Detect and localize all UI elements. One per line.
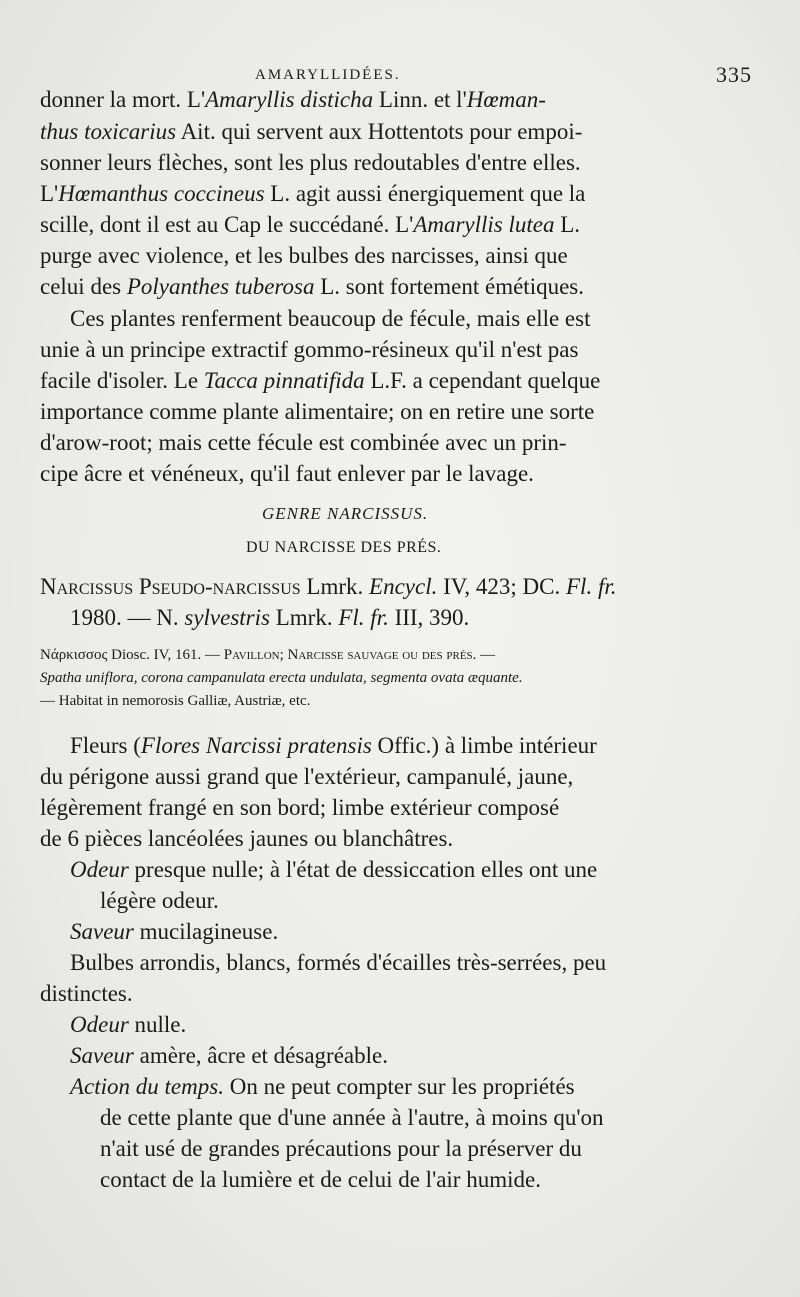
italic-text: Polyanthes tuberosa [126,274,315,299]
text-span: distinctes. [40,981,133,1006]
text-span: de 6 pièces lancéolées jaunes ou blanchâtres. [40,826,454,851]
text-line [40,338,578,361]
text-span: celui des [40,274,127,299]
text-span: amère, âcre et désagréable. [133,1043,388,1068]
small-caps-text: Pavillon; Narcisse sauvage ou des prés. [223,647,477,663]
text-line [40,275,584,298]
text-line [40,244,568,267]
text-span: presque nulle; à l'état de dessiccation elles ont une [128,857,598,882]
text-span: On ne peut compter sur les propriétés [223,1074,575,1099]
italic-text: Encycl. [369,574,438,599]
text-span: Νάρκισσος Diosc. IV, 161. — [40,647,224,663]
text-line [70,920,278,943]
text-span: contact de la lumière et de celui de l'air humide. [100,1167,541,1192]
text-span: — [476,647,496,663]
italic-text: Tacca pinnatifida [203,368,365,393]
text-span: cipe âcre et vénéneux, qu'il faut enlever par le lavage. [40,461,534,486]
text-line [40,369,600,392]
text-span: — Habitat in nemorosis Galliæ, Austriæ, etc. [40,693,311,709]
italic-text: Amaryllis lutea [413,212,555,237]
text-line [70,1075,575,1098]
italic-text: Hœman- [466,87,546,112]
text-line [262,505,428,522]
text-span: 1980. — N. [70,605,185,630]
italic-text: Fl. fr. [566,574,617,599]
text-span: donner la mort. L' [40,87,206,112]
text-span: L. agit aussi énergiquement que la [264,181,586,206]
text-line [100,1168,541,1191]
text-span: III, 390. [388,605,470,630]
text-span: scille, dont il est au Cap le succédané. L' [40,212,414,237]
small-caps-text: Narcissus Pseudo-narcissus [40,574,301,599]
text-line [40,982,133,1005]
text-span: Linn. et l' [373,87,467,112]
text-line [70,307,590,330]
running-header: AMARYLLIDÉES. [255,67,401,83]
text-line [100,889,219,912]
text-span: Ait. qui servent aux Hottentots pour empoi- [176,119,583,144]
text-span: Offic.) à limbe intérieur [371,733,597,758]
text-span: Lmrk. [269,605,339,630]
italic-text: Flores Narcissi pratensis [140,733,372,758]
italic-text: Odeur [70,1012,129,1037]
text-span: GENRE NARCISSUS. [262,504,429,523]
text-span: L. sont fortement émétiques. [314,274,584,299]
italic-text: Saveur [70,919,134,944]
text-line [40,88,546,111]
text-span: légère odeur. [100,888,219,913]
italic-text: Saveur [70,1043,134,1068]
text-span: du périgone aussi grand que l'extérieur, campanulé, jaune, [40,764,574,789]
italic-text: sylvestris [184,605,270,630]
text-span: de cette plante que d'une année à l'autre, à moins qu'on [100,1105,604,1130]
text-line [40,827,453,850]
italic-text: Spatha uniflora, corona campanulata erecta undulata, segmenta ovata æquante. [40,670,523,686]
text-span: DU NARCISSE DES PRÉS. [246,539,442,556]
text-line [40,182,585,205]
text-span: L. [554,212,581,237]
text-span: facile d'isoler. Le [40,368,204,393]
text-span: d'arow-root; mais cette fécule est combinée avec un prin- [40,430,567,455]
text-span: Lmrk. [300,574,370,599]
page-number: 335 [716,62,752,87]
text-line [40,431,567,454]
text-line [40,765,573,788]
text-span: n'ait usé de grandes précautions pour la préserver du [100,1136,582,1161]
text-line [70,858,597,881]
text-line [246,540,441,556]
text-span: importance comme plante alimentaire; on en retire une sorte [40,399,595,424]
text-span: nulle. [128,1012,187,1037]
text-span: mucilagineuse. [133,919,279,944]
text-line [70,951,606,974]
text-line [70,1044,388,1067]
text-line [70,606,469,629]
italic-text: Hœmanthus coccineus [58,181,265,206]
text-line [100,1106,604,1129]
text-span: sonner leurs flèches, sont les plus redoutables d'entre elles. [40,150,581,175]
text-span: purge avec violence, et les bulbes des narcisses, ainsi que [40,243,568,268]
italic-text: Action du temps. [70,1074,224,1099]
text-line [40,796,559,819]
italic-text: Odeur [70,857,129,882]
text-line [70,734,597,757]
text-line [40,694,310,709]
text-span: légèrement frangé en son bord; limbe extérieur composé [40,795,560,820]
italic-text: Amaryllis disticha [205,87,374,112]
text-line [40,648,495,663]
text-span: IV, 423; DC. [437,574,566,599]
text-line [40,671,523,686]
text-line [100,1137,582,1160]
text-line [40,151,581,174]
text-span: L' [40,181,59,206]
text-line [40,120,582,143]
italic-text: thus toxicarius [40,119,177,144]
text-line [40,213,580,236]
italic-text: Fl. fr. [338,605,389,630]
text-line [40,400,594,423]
text-span: L.F. a cependant quelque [364,368,601,393]
text-span: Ces plantes renferment beaucoup de fécule, mais elle est [70,306,591,331]
text-span: unie à un principe extractif gommo-résineux qu'il n'est pas [40,337,579,362]
text-span: Bulbes arrondis, blancs, formés d'écailles très-serrées, peu [70,950,607,975]
text-line [40,575,616,598]
text-line [70,1013,186,1036]
text-line [40,462,534,485]
text-span: Fleurs ( [70,733,141,758]
